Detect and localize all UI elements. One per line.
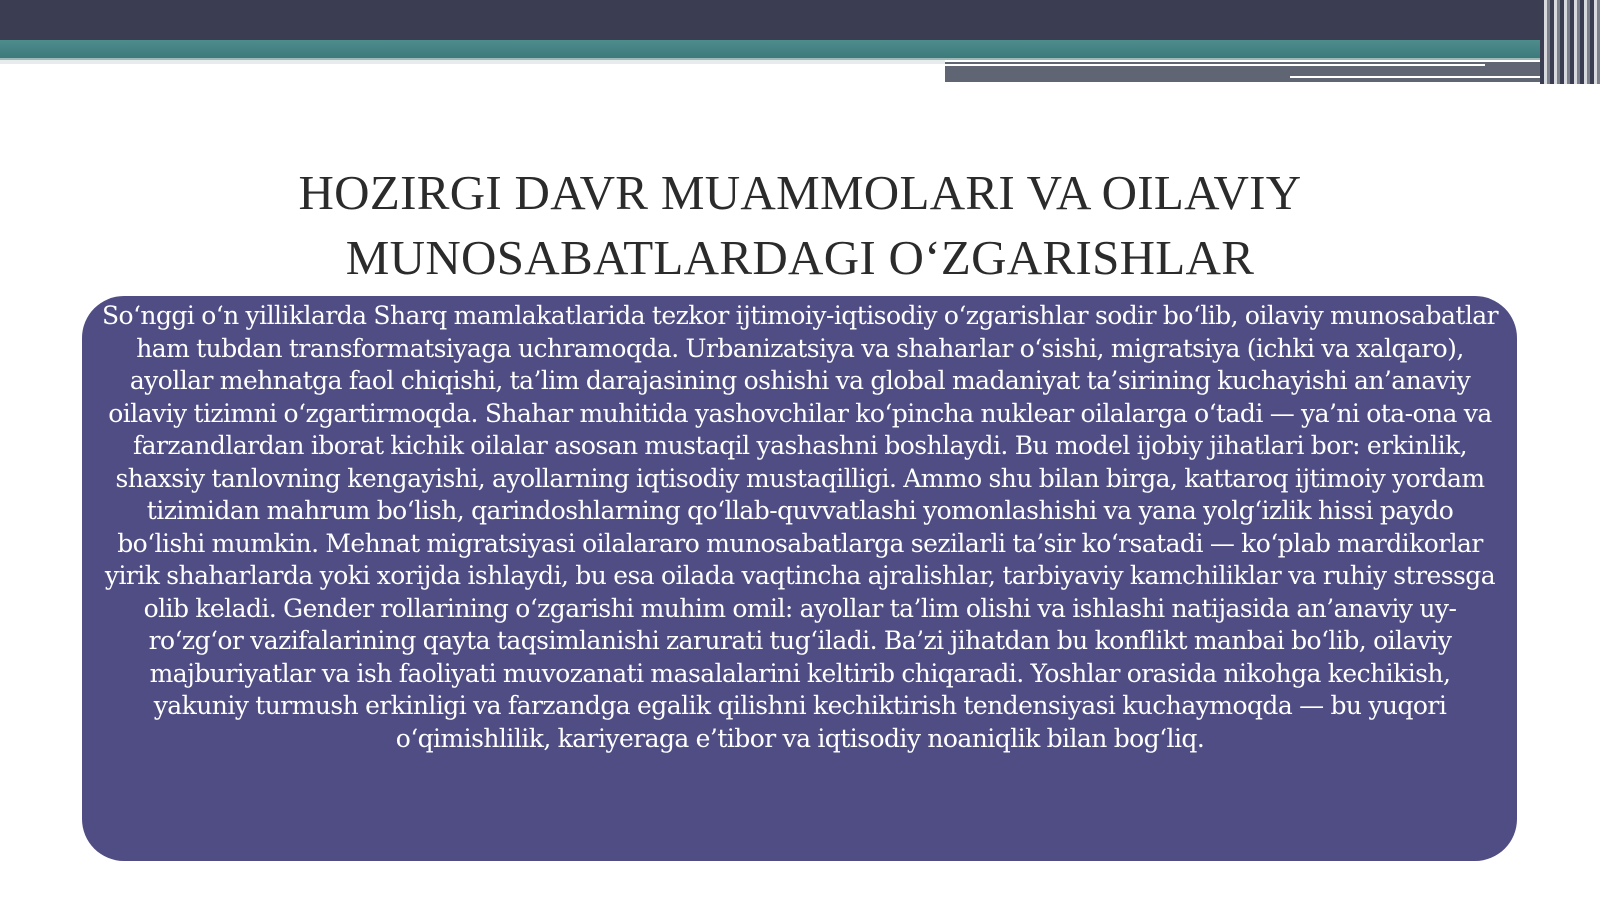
slide-title: HOZIRGI DAVR MUAMMOLARI VA OILAVIY MUNOSABATLARDAGI O‘ZGARISHLAR <box>298 165 1302 285</box>
header-shadow <box>0 60 945 64</box>
header-edge-stripes <box>1540 0 1600 84</box>
header-dark-band <box>0 0 1600 40</box>
body-paragraph: So‘nggi o‘n yilliklarda Sharq mamlakatlarida tezkor ijtimoiy-iqtisodiy o‘zgarishlar sodir bo‘lib, oilaviy munosabatlar ham tubdan transformatsiyaga uchramoqda. Urbanizatsiya va shaharlar o‘sishi, migratsiya (ichki va xalqaro), ayollar mehnatga faol chiqishi, ta’lim darajasining oshishi va global madaniyat ta’sirining kuchayishi an’anaviy oilaviy tizimni o‘zgartirmoqda. Shahar muhitida yashovchilar ko‘pincha nuklear oilalarga o‘tadi — ya’ni ota-ona va farzandlardan iborat kichik oilalar asosan mustaqil yashashni boshlaydi. Bu model ijobiy jihatlari bor: erkinlik, shaxsiy tanlovning kengayishi, ayollarning iqtisodiy mustaqilligi. Ammo shu bilan birga, kattaroq ijtimoiy yordam tizimidan mahrum bo‘lish, qarindoshlarning qo‘llab-quvvatlashi yomonlashishi va yana yolg‘izlik hissi paydo bo‘lishi mumkin. Mehnat migratsiyasi oilalararo munosabatlarga sezilarli ta’sir ko‘rsatadi — ko‘plab mardikorlar yirik shaharlarda yoki xorijda ishlaydi, bu esa oilada vaqtincha ajralishlar, tarbiyaviy kamchiliklar va ruhiy stressga olib keladi. Gender rollarining o‘zgarishi muhim omil: ayollar ta’lim olishi va ishlashi natijasida an’anaviy uy-ro‘zg‘or vazifalarining qayta taqsimlanishi zarurati tug‘iladi. Ba’zi jihatdan bu konflikt manbai bo‘lib, oilaviy majburiyatlar va ish faoliyati muvozanati masalalarini keltirib chiqaradi. Yoshlar orasida nikohga kechikish, yakuniy turmush erkinligi va farzandga egalik qilishni kechiktirish tendensiyasi kuchaymoqda — bu yuqori o‘qimishlilik, kariyeraga e’tibor va iqtisodiy noaniqlik bilan bog‘liq. <box>101 301 1499 753</box>
header-accent-line <box>1290 76 1540 78</box>
header-teal-band <box>0 40 1540 60</box>
header-accent-line <box>945 64 1485 66</box>
